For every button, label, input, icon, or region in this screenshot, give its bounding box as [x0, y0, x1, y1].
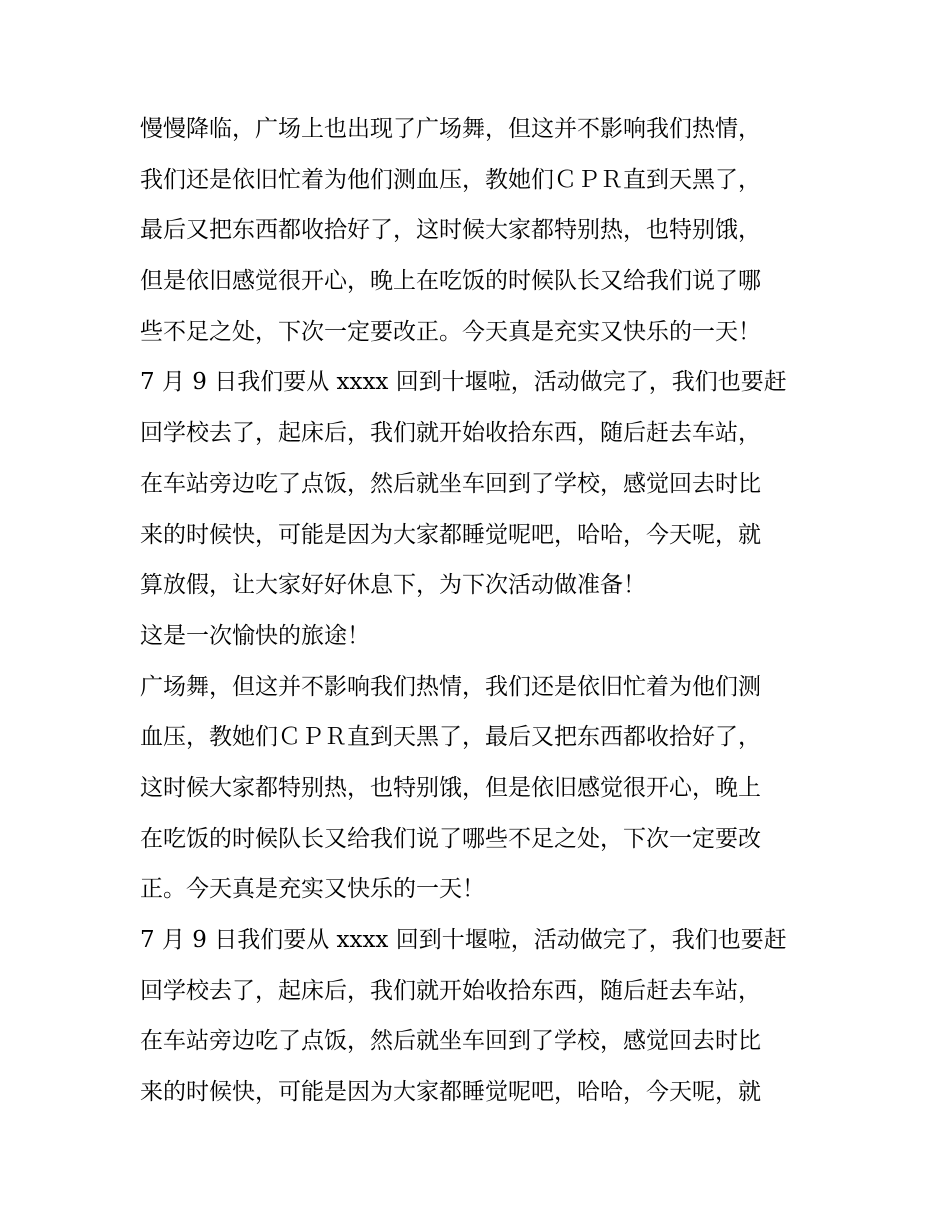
text-line: 些不足之处，下次一定要改正。今天真是充实又快乐的一天！: [140, 318, 761, 345]
text-line: 来的时候快，可能是因为大家都睡觉呢吧，哈哈，今天呢，就: [140, 1079, 761, 1106]
text-line: 回学校去了，起床后，我们就开始收拾东西，随后赶去车站，: [140, 977, 761, 1004]
text-line: 这时候大家都特别热，也特别饿，但是依旧感觉很开心，晚上: [140, 774, 761, 801]
text-line: 但是依旧感觉很开心，晚上在吃饭的时候队长又给我们说了哪: [140, 268, 761, 295]
text-line: 回学校去了，起床后，我们就开始收拾东西，随后赶去车站，: [140, 420, 761, 447]
text-line: 算放假，让大家好好休息下，为下次活动做准备！: [140, 572, 646, 599]
text-line: 在车站旁边吃了点饭，然后就坐车回到了学校，感觉回去时比: [140, 470, 761, 497]
body-text: [140, 104, 820, 1118]
text-line: 7 月 9 日我们要从 xxxx 回到十堰啦，活动做完了，我们也要赶: [140, 927, 787, 953]
text-line: 正。今天真是充实又快乐的一天！: [140, 876, 485, 903]
text-line: 这是一次愉快的旅途！: [140, 622, 370, 649]
text-line: 慢慢降临，广场上也出现了广场舞，但这并不影响我们热情，: [140, 116, 761, 142]
text-line: 广场舞，但这并不影响我们热情，我们还是依旧忙着为他们测: [140, 673, 761, 700]
text-line: 我们还是依旧忙着为他们测血压，教她们ＣＰＲ直到天黑了，: [140, 166, 761, 193]
text-line: 血压，教她们ＣＰＲ直到天黑了，最后又把东西都收拾好了，: [140, 724, 761, 751]
text-line: 最后又把东西都收拾好了，这时候大家都特别热，也特别饿，: [140, 217, 761, 244]
text-line: 7 月 9 日我们要从 xxxx 回到十堰啦，活动做完了，我们也要赶: [140, 369, 787, 396]
text-line: 来的时候快，可能是因为大家都睡觉呢吧，哈哈，今天呢，就: [140, 521, 761, 548]
text-line: 在车站旁边吃了点饭，然后就坐车回到了学校，感觉回去时比: [140, 1028, 761, 1055]
text-line: 在吃饭的时候队长又给我们说了哪些不足之处，下次一定要改: [140, 825, 761, 852]
